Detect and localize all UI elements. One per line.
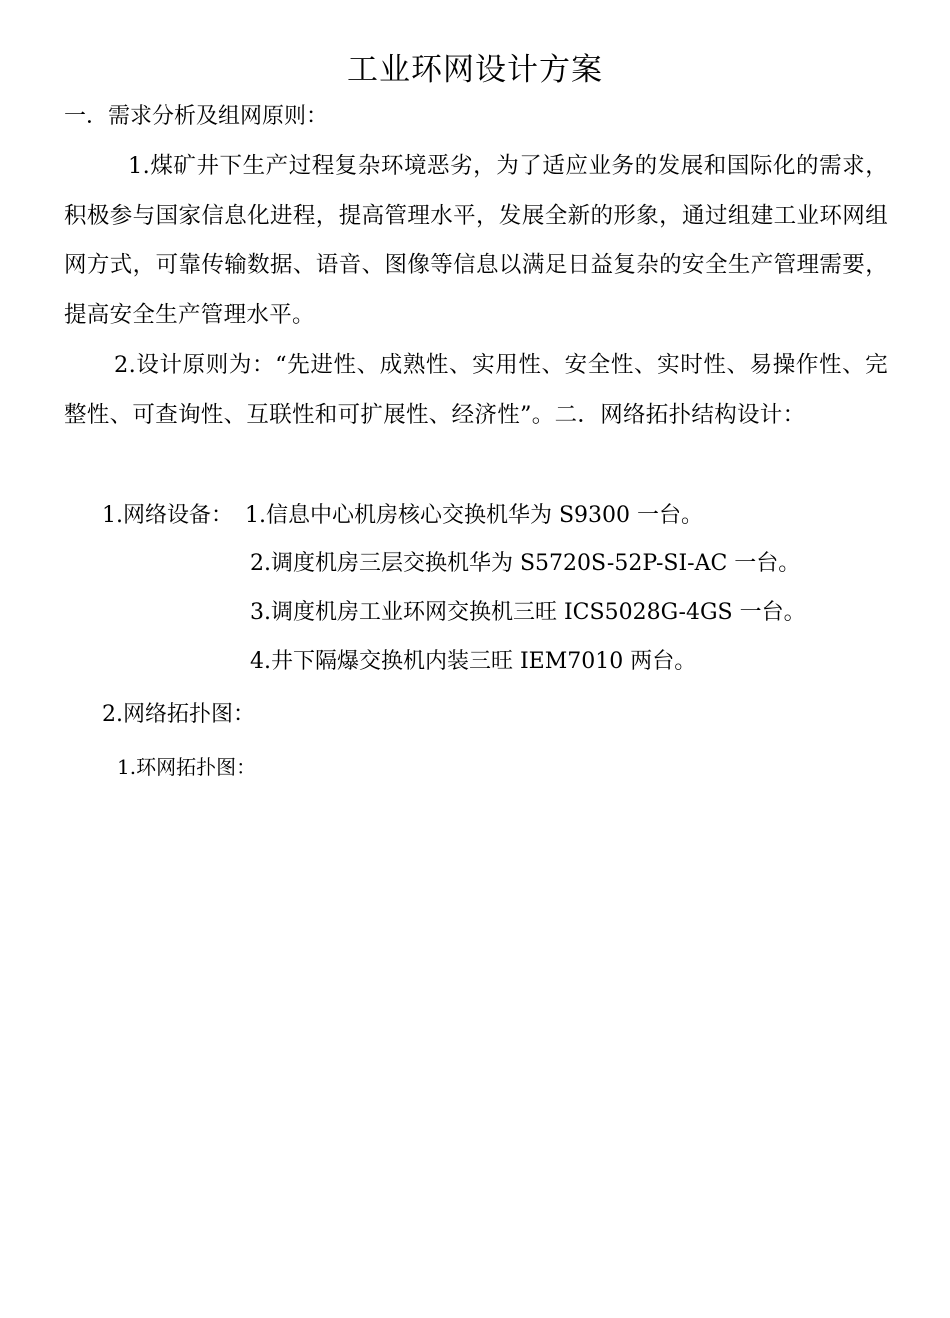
topology-heading: 2.网络拓扑图： [102, 702, 255, 727]
section-heading-requirements: 一．需求分析及组网原则： [64, 104, 329, 129]
document-title: 工业环网设计方案 [347, 52, 603, 88]
device-item-ring-switch: 3.调度机房工业环网交换机三旺 ICS5028G-4GS 一台。 [250, 600, 806, 625]
device-item-l3-switch: 2.调度机房三层交换机华为 S5720S-52P-SI-AC 一台。 [250, 551, 801, 576]
device-item-explosion-proof-switch: 4.井下隔爆交换机内装三旺 IEM7010 两台。 [250, 649, 697, 674]
ring-topology-subheading: 1.环网拓扑图： [117, 755, 257, 779]
device-item-core-switch: 1.信息中心机房核心交换机华为 S9300 一台。 [245, 503, 704, 528]
devices-label: 1.网络设备： [102, 503, 233, 528]
paragraph-background: 1.煤矿井下生产过程复杂环境恶劣，为了适应业务的发展和国际化的需求，积极参与国家信息化进程，提高管理水平，发展全新的形象，通过组建工业环网组网方式，可靠传输数据、语音、图像等信息以满足日益复杂的安全生产管理需要，提高安全生产管理水平。 [64, 153, 888, 328]
paragraph-design-principles: 2.设计原则为：“先进性、成熟性、实用性、安全性、实时性、易操作性、完整性、可查询性、互联性和可扩展性、经济性”。二．网络拓扑结构设计： [64, 352, 888, 428]
